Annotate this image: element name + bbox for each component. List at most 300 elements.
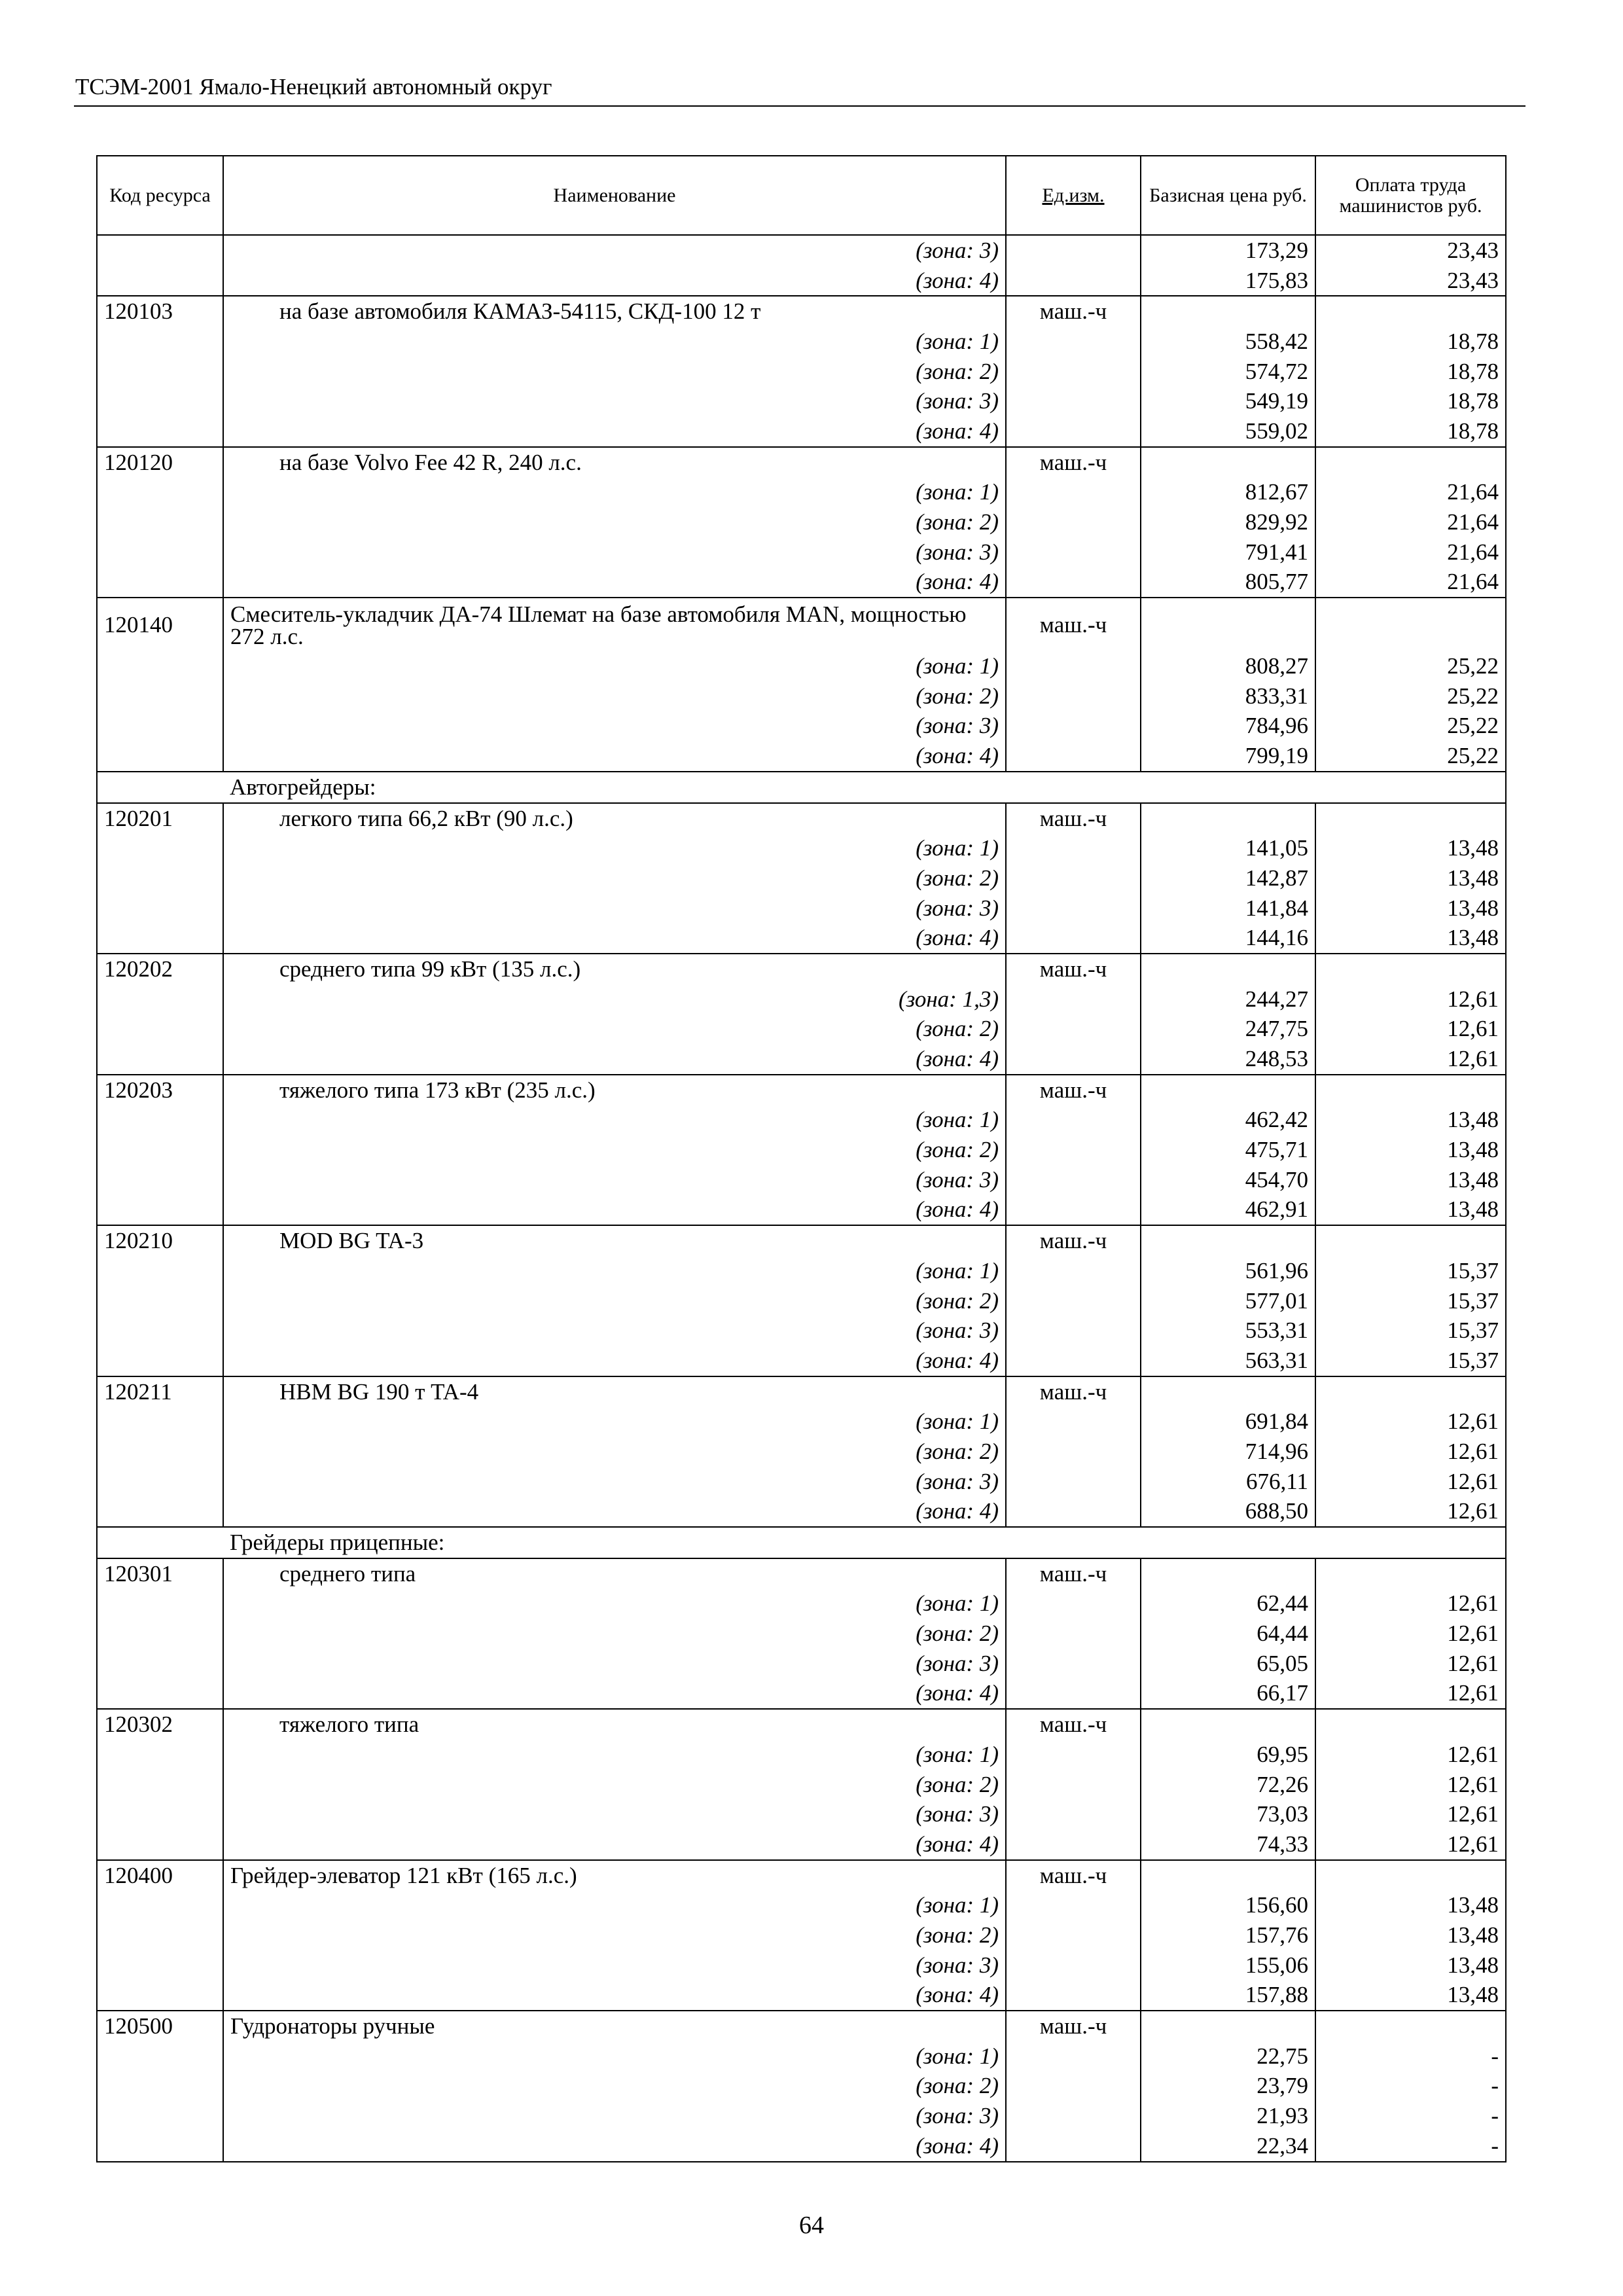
unit-cell (1006, 235, 1141, 266)
resource-name: Гудронаторы ручные (223, 2011, 1006, 2041)
zone-row (97, 1890, 1506, 1920)
operator-wage: 13,48 (1315, 1135, 1506, 1165)
page-number: 64 (799, 2212, 824, 2239)
zone-label: (зона: 1) (223, 1589, 1006, 1619)
code-cell (97, 1316, 223, 1346)
operator-wage: 15,37 (1315, 1316, 1506, 1346)
zone-row (97, 1044, 1506, 1075)
zone-row (97, 507, 1506, 537)
code-cell (97, 893, 223, 924)
unit-cell (1006, 1135, 1141, 1165)
base-price: 23,79 (1141, 2072, 1315, 2102)
wage-cell (1315, 1558, 1506, 1589)
unit-cell (1006, 1740, 1141, 1770)
resource-row (97, 1558, 1506, 1589)
unit-cell (1006, 1799, 1141, 1829)
zone-row (97, 1950, 1506, 1981)
price-cell (1141, 803, 1315, 834)
unit-cell (1006, 1589, 1141, 1619)
resource-code: 120201 (97, 803, 223, 834)
unit-cell (1006, 651, 1141, 681)
unit-cell (1006, 266, 1141, 296)
base-price: 175,83 (1141, 266, 1315, 296)
resource-row (97, 296, 1506, 327)
base-price: 141,84 (1141, 893, 1315, 924)
zone-label: (зона: 2) (223, 863, 1006, 893)
base-price: 558,42 (1141, 327, 1315, 357)
unit-cell (1006, 1286, 1141, 1316)
zone-label: (зона: 4) (223, 1497, 1006, 1528)
code-cell (97, 1346, 223, 1376)
wage-cell (1315, 296, 1506, 327)
header-wage: Оплата труда машинистов руб. (1315, 156, 1506, 235)
zone-label: (зона: 4) (223, 1679, 1006, 1710)
resource-unit: маш.-ч (1006, 598, 1141, 651)
zone-label: (зона: 1) (223, 327, 1006, 357)
code-cell (97, 1770, 223, 1800)
code-cell (97, 1044, 223, 1075)
zone-label: (зона: 3) (223, 386, 1006, 416)
operator-wage: 12,61 (1315, 1497, 1506, 1528)
zone-row (97, 478, 1506, 508)
zone-row (97, 1619, 1506, 1649)
operator-wage: 13,48 (1315, 1950, 1506, 1981)
zone-label: (зона: 3) (223, 1649, 1006, 1679)
operator-wage: 12,61 (1315, 1437, 1506, 1467)
zone-label: (зона: 1) (223, 651, 1006, 681)
resource-name: среднего типа (223, 1558, 1006, 1589)
zone-label: (зона: 1) (223, 1740, 1006, 1770)
zone-row (97, 1467, 1506, 1497)
code-cell (97, 2101, 223, 2131)
resource-name: MOD BG TA-3 (223, 1225, 1006, 1256)
operator-wage: - (1315, 2131, 1506, 2162)
zone-row (97, 651, 1506, 681)
zone-label: (зона: 1) (223, 1105, 1006, 1136)
zone-label: (зона: 2) (223, 1770, 1006, 1800)
unit-cell (1006, 327, 1141, 357)
base-price: 688,50 (1141, 1497, 1315, 1528)
resource-price-table (96, 155, 1507, 2162)
code-cell (97, 1981, 223, 2011)
base-price: 157,88 (1141, 1981, 1315, 2011)
unit-cell (1006, 1679, 1141, 1710)
unit-cell (1006, 478, 1141, 508)
zone-label: (зона: 2) (223, 1014, 1006, 1045)
table-body (97, 235, 1506, 2162)
base-price: 66,17 (1141, 1679, 1315, 1710)
operator-wage: 21,64 (1315, 537, 1506, 567)
code-cell (97, 1619, 223, 1649)
operator-wage: 13,48 (1315, 833, 1506, 863)
resource-code: 120400 (97, 1860, 223, 1891)
operator-wage: 18,78 (1315, 357, 1506, 387)
zone-label: (зона: 4) (223, 923, 1006, 954)
operator-wage: 13,48 (1315, 1195, 1506, 1226)
wage-cell (1315, 598, 1506, 651)
price-cell (1141, 447, 1315, 478)
resource-code: 120301 (97, 1558, 223, 1589)
base-price: 62,44 (1141, 1589, 1315, 1619)
code-cell (97, 711, 223, 742)
operator-wage: 12,61 (1315, 1770, 1506, 1800)
zone-label: (зона: 4) (223, 1829, 1006, 1860)
zone-label: (зона: 4) (223, 1044, 1006, 1075)
operator-wage: 13,48 (1315, 1981, 1506, 2011)
unit-cell (1006, 833, 1141, 863)
zone-label: (зона: 4) (223, 266, 1006, 296)
table-header-row (97, 156, 1506, 235)
unit-cell (1006, 923, 1141, 954)
base-price: 69,95 (1141, 1740, 1315, 1770)
zone-row (97, 1679, 1506, 1710)
operator-wage: 13,48 (1315, 1105, 1506, 1136)
base-price: 156,60 (1141, 1890, 1315, 1920)
zone-label: (зона: 4) (223, 741, 1006, 772)
resource-unit: маш.-ч (1006, 803, 1141, 834)
unit-cell (1006, 1770, 1141, 1800)
zone-row (97, 1165, 1506, 1195)
code-cell (97, 537, 223, 567)
zone-label: (зона: 4) (223, 416, 1006, 447)
zone-label: (зона: 4) (223, 1195, 1006, 1226)
zone-row (97, 1740, 1506, 1770)
wage-cell (1315, 1376, 1506, 1407)
code-cell (97, 1437, 223, 1467)
code-cell (97, 1890, 223, 1920)
operator-wage: - (1315, 2101, 1506, 2131)
zone-row (97, 1286, 1506, 1316)
resource-row (97, 954, 1506, 984)
base-price: 791,41 (1141, 537, 1315, 567)
zone-row (97, 266, 1506, 296)
zone-row (97, 416, 1506, 447)
code-cell (97, 1286, 223, 1316)
wage-cell (1315, 2011, 1506, 2041)
unit-cell (1006, 741, 1141, 772)
wage-cell (1315, 1225, 1506, 1256)
zone-label: (зона: 1) (223, 1407, 1006, 1437)
resource-unit: маш.-ч (1006, 296, 1141, 327)
zone-row (97, 1135, 1506, 1165)
zone-row (97, 357, 1506, 387)
price-cell (1141, 1709, 1315, 1740)
operator-wage: 12,61 (1315, 1679, 1506, 1710)
base-price: 144,16 (1141, 923, 1315, 954)
header-name: Наименование (223, 156, 1006, 235)
zone-row (97, 1105, 1506, 1136)
code-cell (97, 386, 223, 416)
header-rule (74, 105, 1525, 107)
code-cell (97, 357, 223, 387)
zone-row (97, 1014, 1506, 1045)
code-cell (97, 266, 223, 296)
operator-wage: 18,78 (1315, 416, 1506, 447)
code-cell (97, 478, 223, 508)
zone-label: (зона: 2) (223, 681, 1006, 711)
resource-row (97, 803, 1506, 834)
base-price: 72,26 (1141, 1770, 1315, 1800)
resource-code: 120210 (97, 1225, 223, 1256)
header-code: Код ресурса (97, 156, 223, 235)
zone-row (97, 984, 1506, 1014)
code-cell (97, 2041, 223, 2072)
operator-wage: 12,61 (1315, 1589, 1506, 1619)
zone-row (97, 1981, 1506, 2011)
code-cell (97, 984, 223, 1014)
unit-cell (1006, 2101, 1141, 2131)
operator-wage: 23,43 (1315, 235, 1506, 266)
unit-cell (1006, 1649, 1141, 1679)
unit-cell (1006, 1829, 1141, 1860)
unit-cell (1006, 1014, 1141, 1045)
zone-label: (зона: 2) (223, 1619, 1006, 1649)
base-price: 691,84 (1141, 1407, 1315, 1437)
base-price: 553,31 (1141, 1316, 1315, 1346)
resource-unit: маш.-ч (1006, 954, 1141, 984)
price-cell (1141, 296, 1315, 327)
unit-cell (1006, 1950, 1141, 1981)
operator-wage: 12,61 (1315, 1740, 1506, 1770)
wage-cell (1315, 1075, 1506, 1105)
resource-unit: маш.-ч (1006, 1558, 1141, 1589)
resource-unit: маш.-ч (1006, 1075, 1141, 1105)
operator-wage: 12,61 (1315, 1619, 1506, 1649)
base-price: 65,05 (1141, 1649, 1315, 1679)
base-price: 812,67 (1141, 478, 1315, 508)
base-price: 462,42 (1141, 1105, 1315, 1136)
zone-label: (зона: 2) (223, 1437, 1006, 1467)
operator-wage: 13,48 (1315, 1920, 1506, 1950)
base-price: 549,19 (1141, 386, 1315, 416)
zone-row (97, 327, 1506, 357)
group-row (97, 772, 1506, 803)
zone-label: (зона: 3) (223, 711, 1006, 742)
code-cell (97, 1649, 223, 1679)
operator-wage: 12,61 (1315, 984, 1506, 1014)
operator-wage: 21,64 (1315, 567, 1506, 598)
unit-cell (1006, 711, 1141, 742)
zone-label: (зона: 3) (223, 1799, 1006, 1829)
zone-label: (зона: 1) (223, 1256, 1006, 1286)
running-head-title: ТСЭМ-2001 Ямало-Ненецкий автономный округ (75, 74, 552, 99)
price-cell (1141, 954, 1315, 984)
code-cell (97, 1799, 223, 1829)
resource-code: 120120 (97, 447, 223, 478)
wage-cell (1315, 954, 1506, 984)
unit-cell (1006, 507, 1141, 537)
code-cell (97, 1497, 223, 1528)
group-code-cell (97, 772, 223, 803)
base-price: 141,05 (1141, 833, 1315, 863)
unit-cell (1006, 2131, 1141, 2162)
operator-wage: 18,78 (1315, 327, 1506, 357)
code-cell (97, 327, 223, 357)
base-price: 74,33 (1141, 1829, 1315, 1860)
base-price: 561,96 (1141, 1256, 1315, 1286)
code-cell (97, 1014, 223, 1045)
unit-cell (1006, 1890, 1141, 1920)
price-cell (1141, 1376, 1315, 1407)
unit-cell (1006, 1619, 1141, 1649)
code-cell (97, 1256, 223, 1286)
base-price: 64,44 (1141, 1619, 1315, 1649)
unit-cell (1006, 1105, 1141, 1136)
code-cell (97, 1920, 223, 1950)
resource-unit: маш.-ч (1006, 447, 1141, 478)
wage-cell (1315, 1860, 1506, 1891)
zone-label: (зона: 3) (223, 537, 1006, 567)
price-cell (1141, 1860, 1315, 1891)
code-cell (97, 1589, 223, 1619)
zone-row (97, 1407, 1506, 1437)
base-price: 462,91 (1141, 1195, 1315, 1226)
operator-wage: 21,64 (1315, 507, 1506, 537)
base-price: 247,75 (1141, 1014, 1315, 1045)
zone-label: (зона: 3) (223, 1316, 1006, 1346)
zone-row (97, 1497, 1506, 1528)
operator-wage: - (1315, 2072, 1506, 2102)
zone-row (97, 1346, 1506, 1376)
operator-wage: 23,43 (1315, 266, 1506, 296)
resource-name: на базе автомобиля КАМАЗ-54115, СКД-100 12 т (223, 296, 1006, 327)
code-cell (97, 681, 223, 711)
unit-cell (1006, 1981, 1141, 2011)
resource-row (97, 447, 1506, 478)
code-cell (97, 863, 223, 893)
group-title: Автогрейдеры: (223, 772, 1506, 803)
zone-row (97, 1649, 1506, 1679)
header-price: Базисная цена руб. (1141, 156, 1315, 235)
zone-label: (зона: 3) (223, 1165, 1006, 1195)
zone-row (97, 1256, 1506, 1286)
zone-label: (зона: 2) (223, 1286, 1006, 1316)
unit-cell (1006, 1437, 1141, 1467)
zone-row (97, 2041, 1506, 2072)
zone-label: (зона: 3) (223, 235, 1006, 266)
code-cell (97, 2131, 223, 2162)
resource-unit: маш.-ч (1006, 1225, 1141, 1256)
operator-wage: 13,48 (1315, 863, 1506, 893)
zone-label: (зона: 2) (223, 507, 1006, 537)
resource-code: 120202 (97, 954, 223, 984)
unit-cell (1006, 984, 1141, 1014)
unit-cell (1006, 1407, 1141, 1437)
wage-cell (1315, 1709, 1506, 1740)
code-cell (97, 507, 223, 537)
operator-wage: 12,61 (1315, 1467, 1506, 1497)
resource-code: 120500 (97, 2011, 223, 2041)
zone-label: (зона: 4) (223, 2131, 1006, 2162)
base-price: 784,96 (1141, 711, 1315, 742)
zone-row (97, 1589, 1506, 1619)
base-price: 829,92 (1141, 507, 1315, 537)
resource-name: легкого типа 66,2 кВт (90 л.с.) (223, 803, 1006, 834)
zone-label: (зона: 4) (223, 1981, 1006, 2011)
code-cell (97, 1105, 223, 1136)
resource-code: 120302 (97, 1709, 223, 1740)
code-cell (97, 1950, 223, 1981)
unit-cell (1006, 1346, 1141, 1376)
operator-wage: - (1315, 2041, 1506, 2072)
base-price: 577,01 (1141, 1286, 1315, 1316)
base-price: 73,03 (1141, 1799, 1315, 1829)
zone-row (97, 386, 1506, 416)
resource-code: 120211 (97, 1376, 223, 1407)
zone-label: (зона: 3) (223, 893, 1006, 924)
operator-wage: 12,61 (1315, 1044, 1506, 1075)
base-price: 244,27 (1141, 984, 1315, 1014)
base-price: 833,31 (1141, 681, 1315, 711)
zone-label: (зона: 1,3) (223, 984, 1006, 1014)
zone-row (97, 2131, 1506, 2162)
unit-cell (1006, 863, 1141, 893)
unit-cell (1006, 2072, 1141, 2102)
unit-cell (1006, 2041, 1141, 2072)
base-price: 173,29 (1141, 235, 1315, 266)
zone-label: (зона: 2) (223, 1135, 1006, 1165)
group-code-cell (97, 1527, 223, 1558)
unit-cell (1006, 537, 1141, 567)
price-cell (1141, 2011, 1315, 2041)
zone-label: (зона: 2) (223, 1920, 1006, 1950)
resource-unit: маш.-ч (1006, 1376, 1141, 1407)
resource-name: среднего типа 99 кВт (135 л.с.) (223, 954, 1006, 984)
operator-wage: 15,37 (1315, 1286, 1506, 1316)
code-cell (97, 2072, 223, 2102)
base-price: 559,02 (1141, 416, 1315, 447)
resource-row (97, 1860, 1506, 1891)
operator-wage: 18,78 (1315, 386, 1506, 416)
zone-label: (зона: 3) (223, 1467, 1006, 1497)
code-cell (97, 1407, 223, 1437)
resource-row (97, 1376, 1506, 1407)
zone-row (97, 1829, 1506, 1860)
code-cell (97, 1740, 223, 1770)
zone-row (97, 2101, 1506, 2131)
zone-label: (зона: 4) (223, 567, 1006, 598)
zone-row (97, 833, 1506, 863)
zone-row (97, 1195, 1506, 1226)
unit-cell (1006, 1316, 1141, 1346)
group-row (97, 1527, 1506, 1558)
base-price: 475,71 (1141, 1135, 1315, 1165)
code-cell (97, 651, 223, 681)
unit-cell (1006, 1920, 1141, 1950)
code-cell (97, 833, 223, 863)
zone-label: (зона: 1) (223, 1890, 1006, 1920)
zone-label: (зона: 1) (223, 478, 1006, 508)
zone-row (97, 741, 1506, 772)
operator-wage: 13,48 (1315, 923, 1506, 954)
zone-row (97, 235, 1506, 266)
operator-wage: 12,61 (1315, 1014, 1506, 1045)
zone-row (97, 923, 1506, 954)
unit-cell (1006, 1256, 1141, 1286)
code-cell (97, 416, 223, 447)
operator-wage: 12,61 (1315, 1649, 1506, 1679)
base-price: 22,34 (1141, 2131, 1315, 2162)
wage-cell (1315, 803, 1506, 834)
zone-row (97, 711, 1506, 742)
zone-row (97, 863, 1506, 893)
unit-cell (1006, 1044, 1141, 1075)
zone-row (97, 567, 1506, 598)
operator-wage: 12,61 (1315, 1799, 1506, 1829)
resource-unit: маш.-ч (1006, 1709, 1141, 1740)
operator-wage: 13,48 (1315, 1890, 1506, 1920)
base-price: 454,70 (1141, 1165, 1315, 1195)
